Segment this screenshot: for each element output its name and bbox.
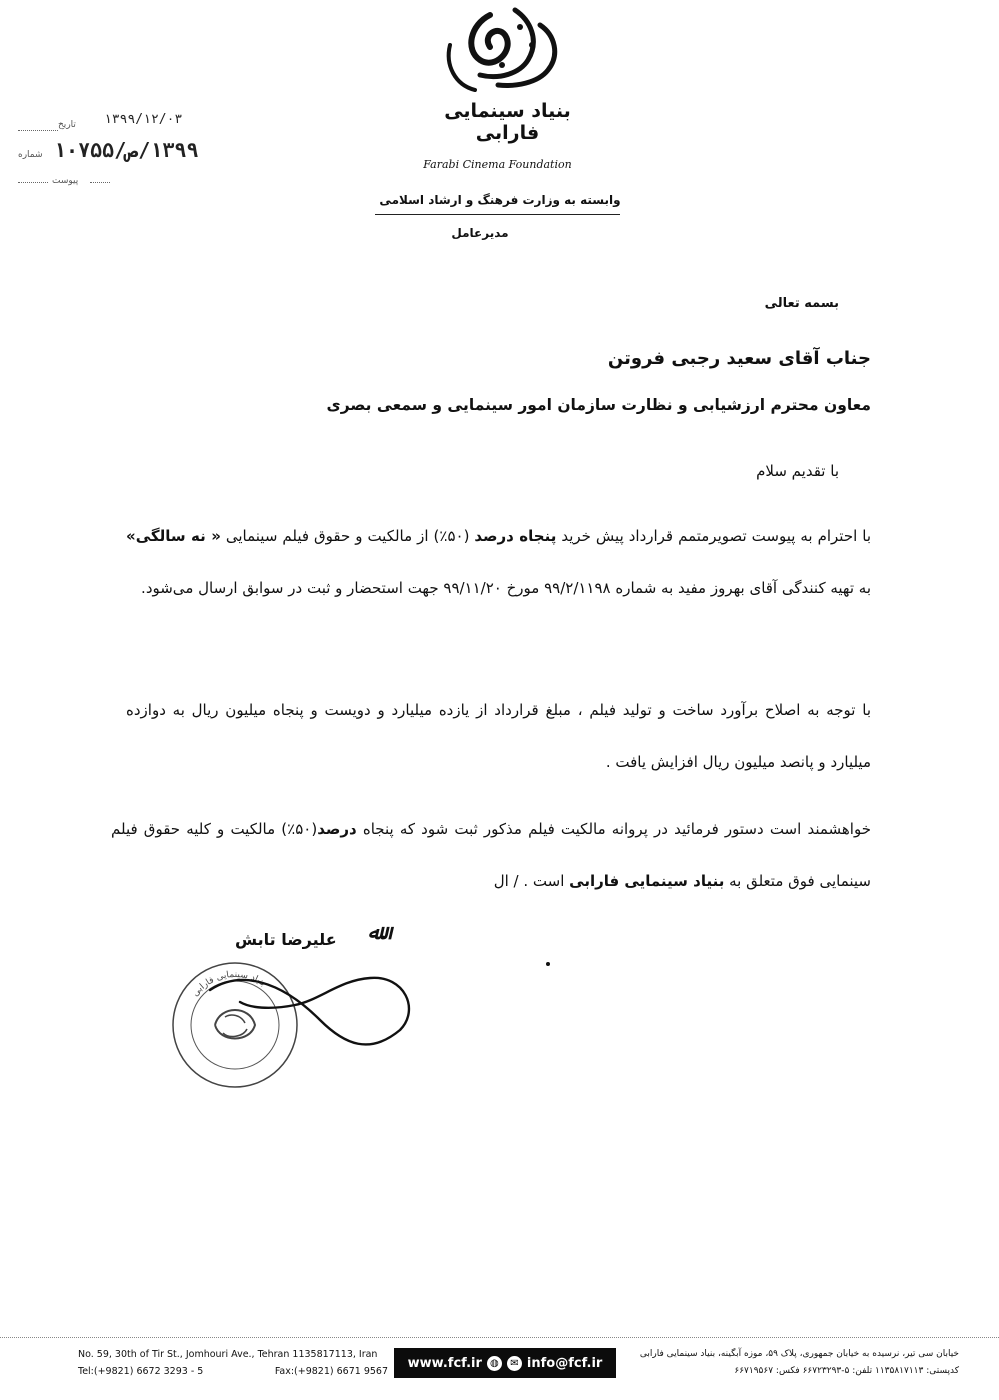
footer-address-fa-line-1: خیابان سی تیر، نرسیده به خیابان جمهوری، پلاک ۵۹، موزه آبگینه، بنیاد سینمایی فارابی (639, 1349, 959, 1359)
date-dots (18, 130, 58, 131)
number-row (18, 138, 258, 168)
org-name-fa: بنیاد سینمایی فارابی (444, 100, 571, 144)
globe-icon: ◍ (487, 1356, 502, 1371)
number-label: شماره (18, 150, 43, 160)
ink-dot (546, 962, 550, 966)
handwritten-signature (170, 950, 430, 1060)
footer-address-en (78, 1346, 388, 1380)
footer-phone-en: Tel:(+9821) 6672 3293 - 5 (78, 1366, 204, 1377)
signature-stroke-icon (170, 950, 430, 1060)
para1-text-a: با احترام به پیوست تصویرمتمم قرارداد پیش خرید (556, 527, 871, 545)
paragraph-2: با توجه به اصلاح برآورد ساخت و تولید فیلم ، مبلغ قرارداد از یازده میلیارد و دویست و پنجاه میلیون ریال به دوازده میلیارد و پانصد میلیون ریال افزایش یافت . (126, 701, 871, 771)
date-row (18, 114, 258, 140)
recipient-title: معاون محترم ارزشیابی و نظارت سازمان امور سینمایی و سمعی بصری (326, 396, 871, 414)
para3-text-a: خواهشمند است دستور فرمائید در پروانه مالکیت فیلم مذکور ثبت شود که پنجاه (356, 820, 871, 838)
para1-text-e: به تهیه کنندگی آقای بهروز مفید به شماره ۹۹/۲/۱۱۹۸ مورخ ۹۹/۱۱/۲۰ جهت استحضار و ثبت در سوابق ارسال می‌شود. (141, 579, 871, 597)
recipient-name: جناب آقای سعید رجبی فروتن (607, 348, 871, 369)
position-title: مدیرعامل (451, 226, 509, 240)
stamp-text: بنیاد سینمایی فارابی (190, 969, 268, 999)
email-link[interactable]: info@fcf.ir (526, 1355, 603, 1371)
para3-bold-b: درصد (317, 820, 357, 838)
footer-fax-en: Fax:(+9821) 6671 9567 (274, 1366, 388, 1377)
film-title: « نه سالگی» (126, 527, 221, 545)
attachment-row (18, 172, 258, 198)
affiliation: وابسته به وزارت فرهنگ و ارشاد اسلامی (379, 193, 621, 207)
farabi-logo (420, 5, 595, 155)
para3-org-name: بنیاد سینمایی فارابی (569, 872, 725, 890)
para1-text-c: (۵۰٪) از مالکیت و حقوق فیلم سینمایی (220, 527, 475, 545)
number-value: ۱۳۹۹/ص/۱۰۷۵۵ (54, 138, 199, 162)
attachment-dots (18, 182, 48, 183)
date-label: تاریخ (58, 120, 76, 130)
footer-address-fa-line-2: کدپستی: ۱۱۳۵۸۱۷۱۱۳ تلفن: ۵-۶۶۷۲۳۲۹۳ فکس: ۶۶۷۱۹۵۶۷ (734, 1366, 959, 1376)
website-link[interactable]: www.fcf.ir (407, 1355, 482, 1371)
affiliation-underline (375, 214, 620, 215)
footer-address-fa (609, 1346, 959, 1380)
attachment-label: پیوست (52, 176, 79, 186)
para1-bold-b: پنجاه درصد (474, 527, 557, 545)
attachment-dots-2 (90, 182, 110, 183)
date-value: ۱۳۹۹/۱۲/۰۳ (104, 112, 183, 127)
paragraph-3 (111, 803, 871, 907)
footer-contacts-en (78, 1363, 388, 1380)
salutation: بسمه تعالی (764, 296, 839, 311)
org-name-en: Farabi Cinema Foundation (423, 158, 572, 171)
footer-web-contact-band (394, 1348, 616, 1378)
mail-icon: ✉ (507, 1356, 522, 1371)
initials-mark: ﷲ. (368, 920, 387, 944)
para3-text-e: است . / ال (493, 872, 570, 890)
para3-text-c: (۵۰٪) مالکیت و کلیه حقوق فیلم سینمایی فوق متعلق به (111, 820, 871, 890)
footer-divider (0, 1337, 999, 1338)
signer-name: علیرضا تابش (235, 930, 337, 949)
footer-address-en-line: No. 59, 30th of Tir St., Jomhouri Ave., Tehran 1135817113, Iran (78, 1349, 378, 1360)
paragraph-1 (126, 510, 871, 614)
greeting: با تقدیم سلام (756, 462, 839, 480)
